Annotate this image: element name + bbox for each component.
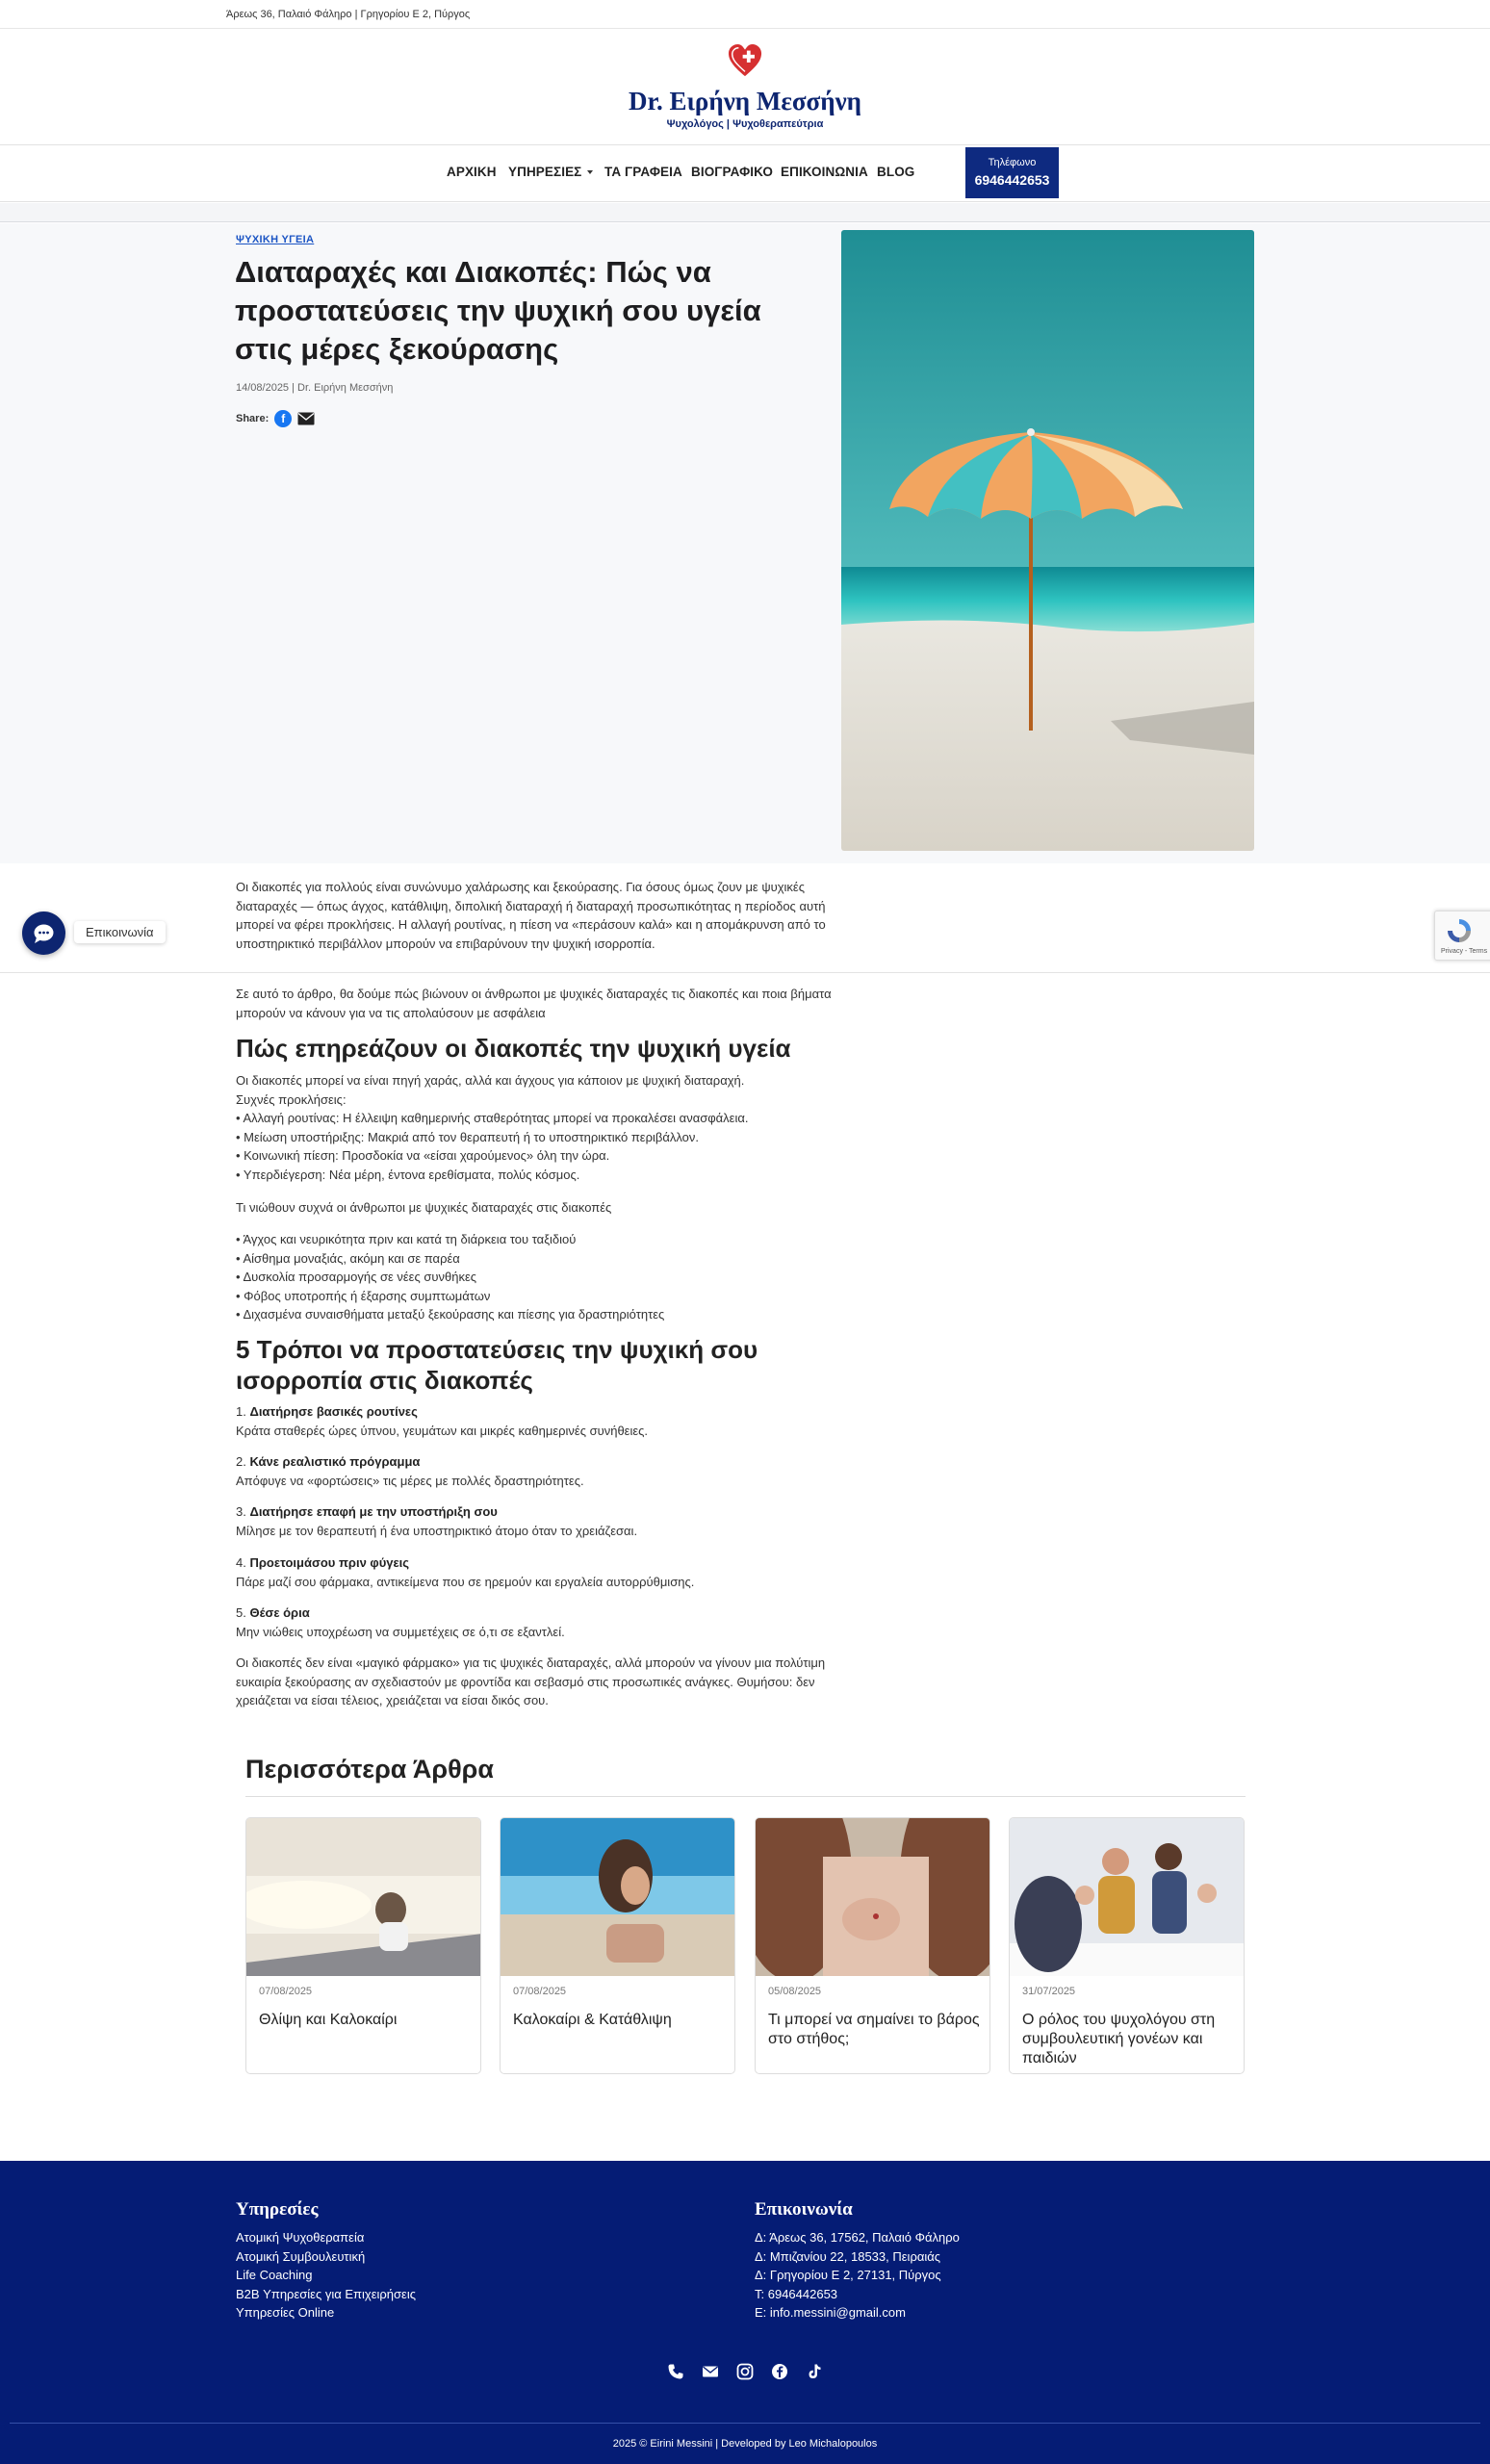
- card-date: 31/07/2025: [1022, 1986, 1076, 1997]
- chat-button[interactable]: [22, 911, 65, 955]
- article-thumbnail: [501, 1818, 735, 1976]
- effects-paragraph: Οι διακοπές μπορεί να είναι πηγή χαράς, αλλά και άγχους για κάποιον με ψυχική διαταραχή.: [236, 1073, 745, 1088]
- more-articles-title: Περισσότερα Άρθρα: [245, 1755, 494, 1784]
- card-title[interactable]: Τι μπορεί να σημαίνει το βάρος στο στήθος;: [768, 2012, 980, 2047]
- card-title[interactable]: Ο ρόλος του ψυχολόγου στη συμβουλευτική γονέων και παιδιών: [1022, 2012, 1216, 2066]
- footer-social: [0, 2363, 1490, 2380]
- phone-icon[interactable]: [667, 2363, 684, 2380]
- post-title: Διαταραχές και Διακοπές: Πώς να προστατεύσεις την ψυχική σου υγεία στις μέρες ξεκούρασης: [235, 255, 761, 366]
- post-intro: Οι διακοπές για πολλούς είναι συνώνυμο χαλάρωσης και ξεκούρασης. Για όσους όμως ζουν με ψυχικές διαταραχές — όπως άγχος, κατάθλιψη, διπολική διαταραχή ή διαταραχή προσωπικότητας η περίοδος αυτή μπορεί να φέρει προκλήσεις. Η αλλαγή ρουτίνας, η πίεση να «περάσουν καλά» και η απομάκρυνση από το υποστηρικτικό περιβάλλον μπορούν να επιβαρύνουν την ψυχική ισορροπία.: [236, 880, 826, 951]
- heading-tips: 5 Τρόποι να προστατεύσεις την ψυχική σου ισορροπία στις διακοπές: [236, 1335, 758, 1395]
- tip-5: [236, 1604, 833, 1641]
- top-address: Άρεως 36, Παλαιό Φάληρο | Γρηγορίου Ε 2, Πύργος: [226, 9, 471, 20]
- card-date: 07/08/2025: [513, 1986, 567, 1997]
- nav-services-label: ΥΠΗΡΕΣΙΕΣ: [508, 165, 582, 179]
- divider: [245, 1796, 1246, 1797]
- list-item: • Άγχος και νευρικότητα πριν και κατά τη διάρκεια του ταξιδιού: [236, 1232, 577, 1246]
- list-item: • Υπερδιέγερση: Νέα μέρη, έντονα ερεθίσματα, πολύς κόσμος.: [236, 1167, 580, 1182]
- card-title[interactable]: Καλοκαίρι & Κατάθλιψη: [513, 2012, 672, 2028]
- footer-services-list: [236, 2228, 416, 2323]
- list-item: • Κοινωνική πίεση: Προσδοκία να «είσαι χαρούμενος» όλη την ώρα.: [236, 1148, 610, 1164]
- tip-title: Θέσε όρια: [249, 1605, 310, 1620]
- tip-number: 1.: [236, 1404, 246, 1419]
- chat-label[interactable]: Επικοινωνία: [74, 921, 166, 943]
- top-bar: [0, 0, 1490, 29]
- nav-bio[interactable]: ΒΙΟΓΡΑΦΙΚΟ: [691, 165, 773, 179]
- footer-link[interactable]: Life Coaching: [236, 2268, 313, 2283]
- recaptcha-badge[interactable]: [1434, 911, 1490, 961]
- tip-number: 3.: [236, 1504, 246, 1519]
- article-thumbnail: [1010, 1818, 1245, 1976]
- footer-contact-title: Επικοινωνία: [755, 2199, 853, 2220]
- card-date: 05/08/2025: [768, 1986, 822, 1997]
- footer-link[interactable]: Ατομική Συμβουλευτική: [236, 2248, 366, 2264]
- copyright: 2025 © Eirini Messini | Developed by Leo Michalopoulos: [612, 2438, 878, 2450]
- article-card[interactable]: [1009, 1817, 1245, 2074]
- tip-4: [236, 1553, 833, 1591]
- feelings-list: [236, 1230, 833, 1324]
- tip-title: Διατήρησε επαφή με την υποστήριξη σου: [249, 1504, 498, 1519]
- facebook-share-icon[interactable]: f: [274, 410, 292, 427]
- share-bar: [236, 410, 315, 427]
- challenges-label: Συχνές προκλήσεις:: [236, 1091, 347, 1107]
- heart-plus-icon[interactable]: [727, 43, 763, 78]
- article-card[interactable]: [245, 1817, 481, 2074]
- tip-text: Απόφυγε να «φορτώσεις» τις μέρες με πολλές δραστηριότητες.: [236, 1473, 584, 1488]
- tip-2: [236, 1452, 833, 1490]
- effects-section: [236, 1071, 833, 1185]
- article-thumbnail: [246, 1818, 481, 1976]
- tip-3: [236, 1502, 833, 1540]
- tip-number: 2.: [236, 1454, 246, 1469]
- logo-subtitle: Ψυχολόγος | Ψυχοθεραπεύτρια: [666, 118, 824, 130]
- footer-link[interactable]: Ατομική Ψυχοθεραπεία: [236, 2230, 365, 2245]
- instagram-icon[interactable]: [736, 2363, 754, 2380]
- tip-title: Κάνε ρεαλιστικό πρόγραμμα: [249, 1454, 421, 1469]
- chevron-down-icon: [587, 170, 593, 174]
- footer-contact-list: [755, 2228, 960, 2323]
- tip-text: Πάρε μαζί σου φάρμακα, αντικείμενα που σε ηρεμούν και εργαλεία αυτορρύθμισης.: [236, 1574, 695, 1589]
- phone-label: Τηλέφωνο: [988, 157, 1037, 168]
- hero-top-band: [0, 203, 1490, 222]
- email-share-icon[interactable]: [297, 412, 315, 425]
- nav-contact[interactable]: ΕΠΙΚΟΙΝΩΝΙΑ: [781, 165, 868, 179]
- list-item: • Δυσκολία προσαρμογής σε νέες συνθήκες: [236, 1270, 477, 1285]
- tip-title: Διατήρησε βασικές ρουτίνες: [249, 1404, 418, 1419]
- beach-umbrella-image: [841, 230, 1254, 851]
- article-card[interactable]: [500, 1817, 735, 2074]
- recaptcha-icon: [1445, 916, 1474, 945]
- nav-services[interactable]: [508, 165, 593, 179]
- tip-number: 5.: [236, 1605, 246, 1620]
- heading-effects: Πώς επηρεάζουν οι διακοπές την ψυχική υγεία: [236, 1034, 791, 1063]
- footer-contact-item[interactable]: Τ: 6946442653: [755, 2286, 838, 2301]
- nav-offices[interactable]: ΤΑ ΓΡΑΦΕΙΑ: [604, 165, 682, 179]
- mail-icon[interactable]: [702, 2363, 719, 2380]
- post-category-link[interactable]: ΨΥΧΙΚΗ ΥΓΕΙΑ: [236, 234, 315, 245]
- tiktok-icon[interactable]: [806, 2363, 823, 2380]
- footer-contact-item: Δ: Γρηγορίου Ε 2, 27131, Πύργος: [755, 2268, 941, 2283]
- card-date: 07/08/2025: [259, 1986, 313, 1997]
- nav-home[interactable]: ΑΡΧΙΚΗ: [447, 165, 497, 179]
- phone-number: 6946442653: [974, 172, 1050, 188]
- list-item: • Φόβος υποτροπής ή έξαρσης συμπτωμάτων: [236, 1288, 491, 1303]
- tip-title: Προετοιμάσου πριν φύγεις: [249, 1555, 410, 1570]
- divider: [10, 2423, 1480, 2424]
- article-thumbnail: [756, 1818, 990, 1976]
- site-footer: [0, 2161, 1490, 2464]
- list-item: • Αίσθημα μοναξιάς, ακόμη και σε παρέα: [236, 1250, 460, 1266]
- list-item: • Μείωση υποστήριξης: Μακριά από τον θεραπευτή ή το υποστηρικτικό περιβάλλον.: [236, 1129, 700, 1144]
- site-header: [0, 30, 1490, 145]
- tip-number: 4.: [236, 1555, 246, 1570]
- tip-text: Μην νιώθεις υποχρέωση να συμμετέχεις σε ό,τι σε εξαντλεί.: [236, 1624, 565, 1639]
- main-nav: [0, 146, 1490, 202]
- facebook-icon[interactable]: [771, 2363, 788, 2380]
- article-card[interactable]: [755, 1817, 990, 2074]
- footer-link[interactable]: B2B Υπηρεσίες για Επιχειρήσεις: [236, 2286, 416, 2301]
- footer-contact-item[interactable]: Ε: info.messini@gmail.com: [755, 2305, 906, 2321]
- card-title[interactable]: Θλίψη και Καλοκαίρι: [259, 2012, 398, 2028]
- tip-text: Κράτα σταθερές ώρες ύπνου, γευμάτων και μικρές καθημερινές συνήθειες.: [236, 1423, 649, 1438]
- footer-contact-item: Δ: Άρεως 36, 17562, Παλαιό Φάληρο: [755, 2230, 960, 2245]
- list-item: • Διχασμένα συναισθήματα μεταξύ ξεκούρασης και πίεσης για δραστηριότητες: [236, 1307, 665, 1322]
- tip-1: [236, 1402, 833, 1440]
- nav-blog[interactable]: BLOG: [877, 165, 915, 179]
- share-label: Share:: [236, 413, 270, 424]
- post-intro-2: Σε αυτό το άρθρο, θα δούμε πώς βιώνουν οι άνθρωποι με ψυχικές διαταραχές τις διακοπές και ποια βήματα μπορούν να κάνουν για να τις απολαύσουν με ασφάλεια: [236, 987, 832, 1020]
- chat-bubble-icon: [22, 911, 65, 955]
- phone-button[interactable]: [965, 147, 1059, 198]
- footer-services-title: Υπηρεσίες: [236, 2199, 319, 2220]
- logo-name[interactable]: Dr. Ειρήνη Μεσσήνη: [629, 87, 861, 116]
- divider: [0, 972, 1490, 973]
- post-closing: Οι διακοπές δεν είναι «μαγικό φάρμακο» για τις ψυχικές διαταραχές, αλλά μπορούν να γίνουν μια πολύτιμη ευκαιρία ξεκούρασης αν σχεδιαστούν με φροντίδα και σεβασμό στις προσωπικές ανάγκες. Θυμήσου: δεν χρειάζεται να είσαι τέλειος, χρειάζεται να είσαι δικός σου.: [236, 1656, 826, 1708]
- footer-contact-item: Δ: Μπιζανίου 22, 18533, Πειραιάς: [755, 2248, 941, 2264]
- footer-link[interactable]: Υπηρεσίες Online: [236, 2305, 335, 2321]
- recaptcha-text[interactable]: Privacy - Terms: [1441, 948, 1488, 955]
- tip-text: Μίλησε με τον θεραπευτή ή ένα υποστηρικτικό άτομο όταν το χρειάζεσαι.: [236, 1523, 638, 1538]
- list-item: • Αλλαγή ρουτίνας: Η έλλειψη καθημερινής σταθερότητας μπορεί να προκαλέσει ανασφάλεια.: [236, 1111, 749, 1126]
- feelings-label: Τι νιώθουν συχνά οι άνθρωποι με ψυχικές διαταραχές στις διακοπές: [236, 1200, 612, 1215]
- post-meta: 14/08/2025 | Dr. Ειρήνη Μεσσήνη: [236, 382, 394, 394]
